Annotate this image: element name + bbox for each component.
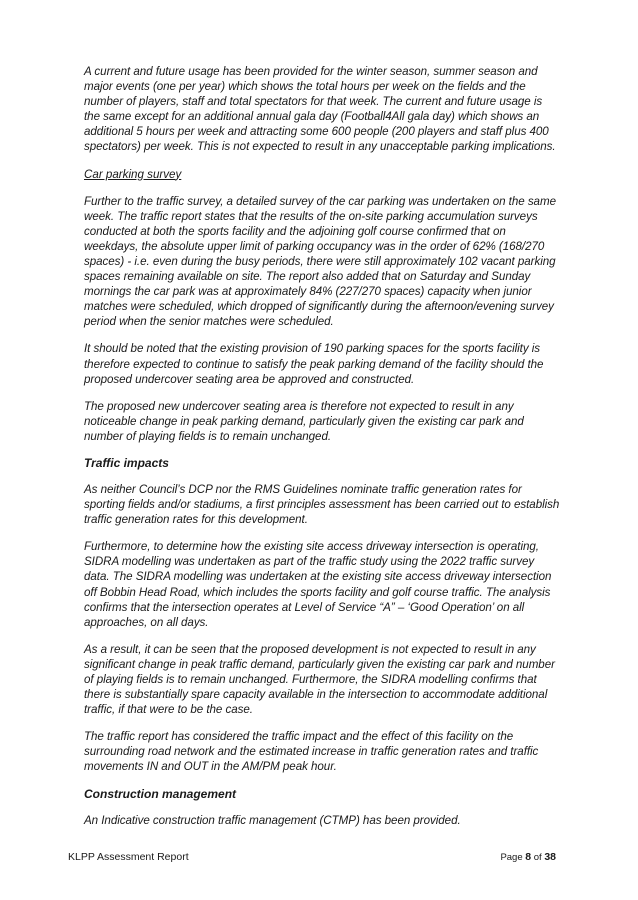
page-prefix: Page [500, 852, 526, 863]
existing-provision-paragraph: It should be noted that the existing provision of 190 parking spaces for the sports facility is therefore expected to continue to satisfy the peak parking demand of the facility should the proposed undercover seating area be approved and constructed. [84, 342, 544, 386]
undercover-seating-paragraph: The proposed new undercover seating area is therefore not expected to result in any noticeable change in peak parking demand, particularly given the existing car park and number of playing fields is to remain unchanged. [84, 399, 524, 443]
footer-page-number [500, 851, 556, 863]
car-parking-survey-heading: Car parking survey [84, 167, 182, 181]
traffic-report-paragraph: The traffic report has considered the traffic impact and the effect of this facility on the surrounding road network and the estimated increase in traffic generation rates and traffic movements IN and OUT in the AM/PM peak hour. [84, 730, 539, 774]
traffic-generation-paragraph: As neither Council’s DCP nor the RMS Guidelines nominate traffic generation rates for sporting fields and/or stadiums, a first principles assessment has been carried out to establish traffic generation rates for this development. [84, 482, 560, 527]
page-body [84, 64, 560, 840]
page-of: of [531, 852, 545, 863]
sidra-modelling-paragraph: Furthermore, to determine how the existing site access driveway intersection is operating, SIDRA modelling was undertaken as part of the traffic study using the 2022 traffic survey data. The SIDRA modelling was undertaken at the existing site access driveway intersection off Bobbin Head Road, which includes the sports facility and golf course traffic. The analysis confirms that the intersection operates at Level of Service “A” – ‘Good Operation’ on all approaches, on all days. [84, 540, 552, 629]
car-parking-survey-paragraph: Further to the traffic survey, a detailed survey of the car parking was undertaken on the same week. The traffic report states that the results of the on-site parking accumulation surveys conducted at both the sports facility and the adjoining golf course confirmed that on weekdays, the absolute upper limit of parking occupancy was in the order of 62% (168/270 spaces) - i.e. even during the busy periods, there were still approximately 102 vacant parking spaces remaining available on site. The report also added that on Saturday and Sunday mornings the car park was at approximately 84% (227/270 spaces) capacity when junior matches were scheduled, which dropped of significantly during the afternoon/evening survey period when the senior matches were scheduled. [84, 194, 556, 329]
construction-management-heading: Construction management [84, 786, 237, 801]
ctmp-paragraph: An Indicative construction traffic management (CTMP) has been provided. [84, 813, 461, 827]
traffic-impacts-heading: Traffic impacts [84, 455, 169, 470]
total-pages: 38 [544, 851, 556, 863]
as-a-result-paragraph: As a result, it can be seen that the proposed development is not expected to result in any significant change in peak traffic demand, particularly given the existing car park and number of playing fields is to remain unchanged. Furthermore, the SIDRA modelling confirms that there is substantially spare capacity available in the intersection to accommodate additional traffic, if that were to be the case. [84, 642, 555, 717]
current-page: 8 [525, 851, 532, 863]
usage-paragraph: A current and future usage has been provided for the winter season, summer season and major events (one per year) which shows the total hours per week on the fields and the number of players, staff and total spectators for that week. The current and future usage is the same except for an additional annual gala day (Football4All gala day) which shows an additional 5 hours per week and attracting some 600 people (200 players and staff plus 400 spectators) per week. This is not expected to result in any unacceptable parking implications. [84, 65, 556, 154]
footer-report-title: KLPP Assessment Report [68, 851, 189, 863]
